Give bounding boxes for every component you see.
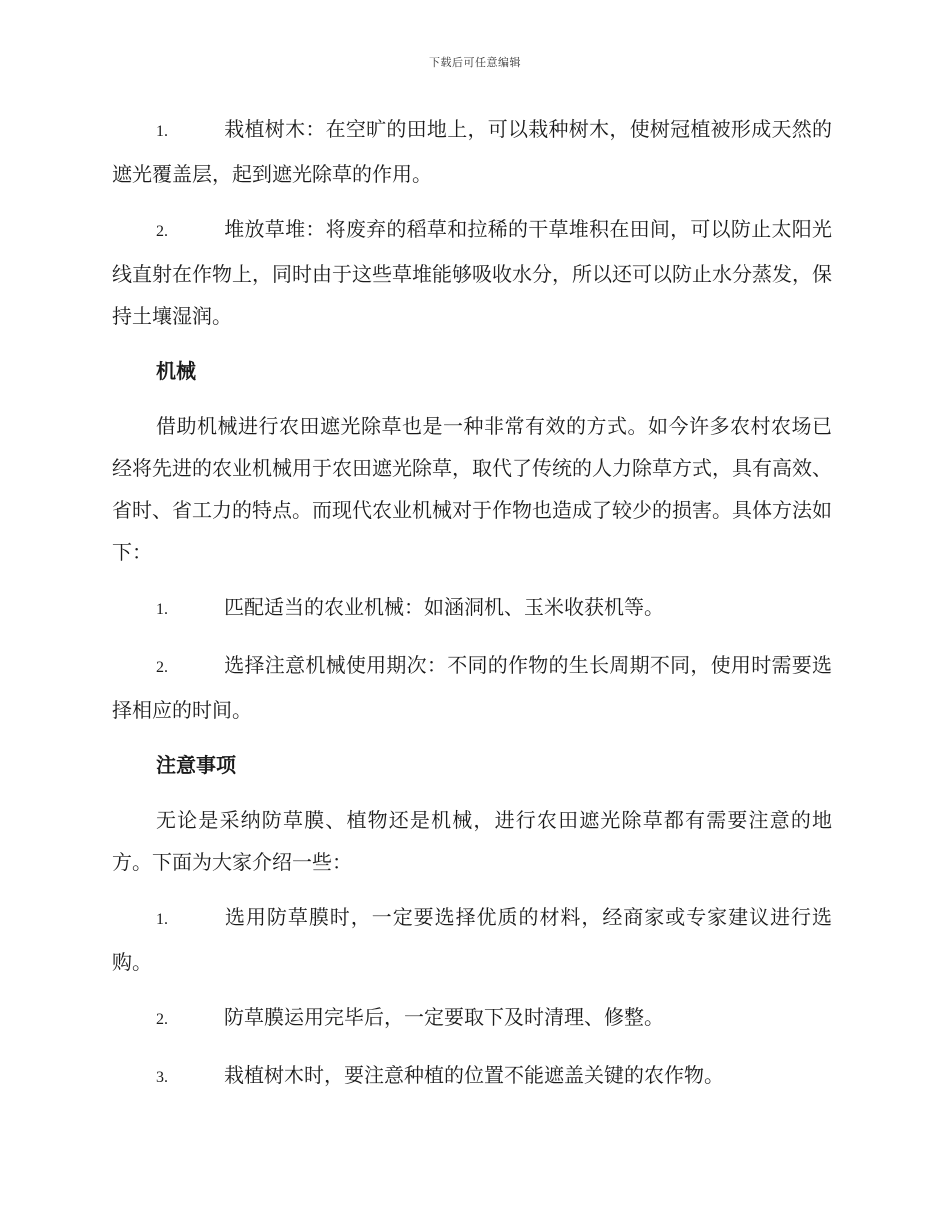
list-item xyxy=(112,644,832,731)
list-item-text: 防草膜运用完毕后，一定要取下及时清理、修整。 xyxy=(224,1005,664,1029)
list-item xyxy=(112,108,832,195)
list-item-text: 选择注意机械使用期次：不同的作物的生长周期不同，使用时需要选择相应的时间。 xyxy=(112,653,832,722)
list-item-text: 选用防草膜时，一定要选择优质的材料，经商家或专家建议进行选购。 xyxy=(112,905,832,974)
list-number: 2. xyxy=(156,1011,168,1028)
list-number: 1. xyxy=(156,123,168,140)
list-number: 1. xyxy=(156,911,168,928)
list-item xyxy=(112,1054,832,1099)
paragraph: 借助机械进行农田遮光除草也是一种非常有效的方式。如今许多农村农场已经将先进的农业机械用于农田遮光除草，取代了传统的人力除草方式，具有高效、省时、省工力的特点。而现代农业机械对于作物也造成了较少的损害。具体方法如下： xyxy=(112,414,832,564)
list-item xyxy=(112,896,832,983)
list-number: 2. xyxy=(156,223,168,240)
list-item-text: 栽植树木：在空旷的田地上，可以栽种树木，使树冠植被形成天然的遮光覆盖层，起到遮光除草的作用。 xyxy=(112,117,832,186)
list-item xyxy=(112,996,832,1041)
list-item-text: 栽植树木时，要注意种植的位置不能遮盖关键的农作物。 xyxy=(224,1063,724,1087)
list-item xyxy=(112,208,832,337)
list-item-text: 堆放草堆：将废弃的稻草和拉稀的干草堆积在田间，可以防止太阳光线直射在作物上，同时由于这些草堆能够吸收水分，所以还可以防止水分蒸发，保持土壤湿润。 xyxy=(112,217,832,328)
paragraph: 无论是采纳防草膜、植物还是机械，进行农田遮光除草都有需要注意的地方。下面为大家介绍一些： xyxy=(112,808,832,874)
list-number: 1. xyxy=(156,601,168,618)
list-item-text: 匹配适当的农业机械：如涵洞机、玉米收获机等。 xyxy=(224,595,664,619)
list-number: 3. xyxy=(156,1069,168,1086)
list-item xyxy=(112,586,832,631)
section-heading: 机械 xyxy=(156,359,196,383)
section-heading: 注意事项 xyxy=(156,753,236,777)
list-number: 2. xyxy=(156,659,168,676)
document-body xyxy=(112,108,832,1112)
page-header: 下载后可任意编辑 xyxy=(429,56,521,69)
